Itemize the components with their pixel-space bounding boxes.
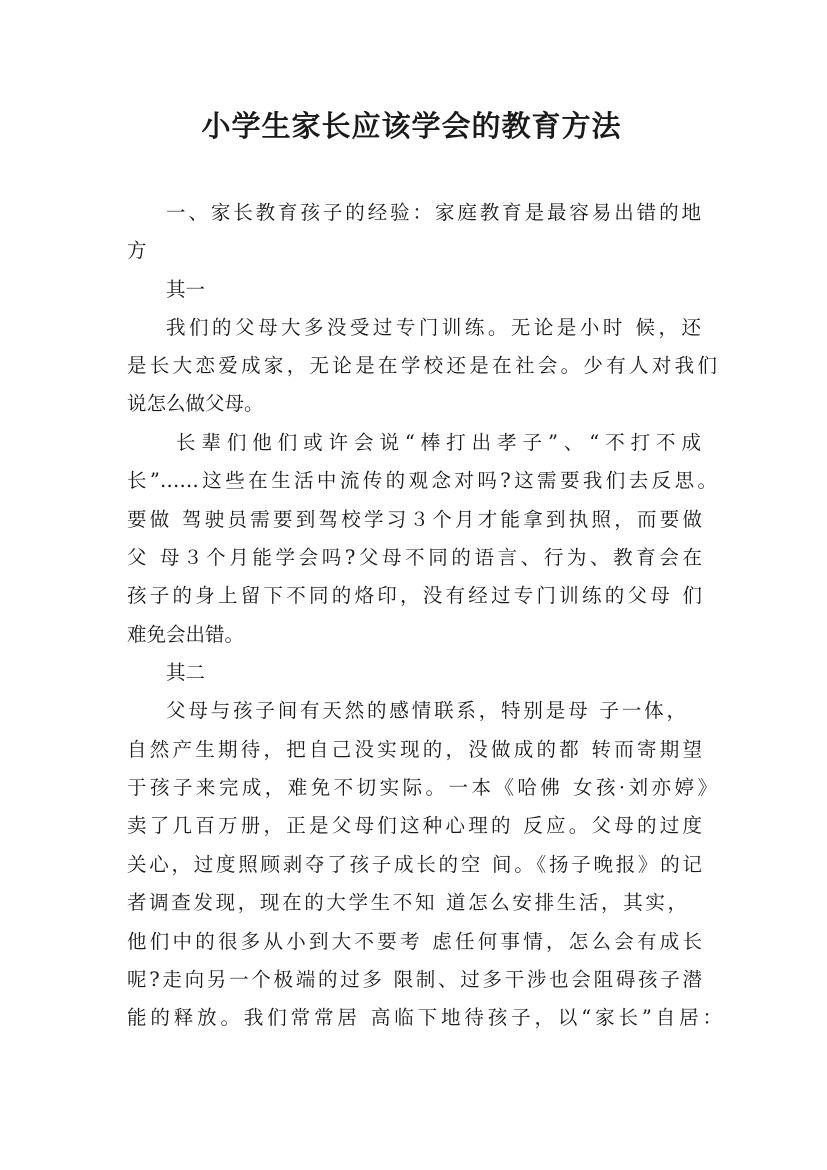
paragraph-line: 我们的父母大多没受过专门训练。无论是小时 候，还 xyxy=(166,316,701,339)
paragraph-line: 是长大恋爱成家，无论是在学校还是在社会。少有人对我们 xyxy=(127,354,717,377)
paragraph-line: 自然产生期待，把自己没实现的，没做成的都 转而寄期望 xyxy=(127,738,702,761)
paragraph-line: 一、家长教育孩子的经验：家庭教育是最容易出错的地 xyxy=(166,201,701,224)
paragraph-line: 呢?走向另一个极端的过多 限制、过多干涉也会阻碍孩子潜 xyxy=(127,968,702,991)
document-title: 小学生家长应该学会的教育方法 xyxy=(201,109,622,143)
paragraph-line: 长”……这些在生活中流传的观念对吗?这需要我们去反思。 xyxy=(127,469,717,492)
paragraph-line: 者调查发现，现在的大学生不知 道怎么安排生活，其实， xyxy=(127,891,687,914)
paragraph-line: 卖了几百万册，正是父母们这种心理的 反应。父母的过度 xyxy=(127,814,702,837)
paragraph-line: 他们中的很多从小到大不要考 虑任何事情，怎么会有成长 xyxy=(127,930,702,953)
paragraph-line: 难免会出错。 xyxy=(127,623,245,646)
paragraph-line: 长辈们他们或许会说“棒打出孝子”、“不打不成 xyxy=(176,431,701,454)
section-heading: 其一 xyxy=(166,278,206,301)
paragraph-line: 说怎么做父母。 xyxy=(127,392,264,415)
paragraph-line: 要做 驾驶员需要到驾校学习３个月才能拿到执照，而要做 xyxy=(127,508,702,531)
paragraph-line: 孩子的身上留下不同的烙印，没有经过专门训练的父母 们 xyxy=(127,584,702,607)
section-heading: 其二 xyxy=(166,661,206,684)
paragraph-line: 方 xyxy=(127,239,147,262)
paragraph-line: 关心，过度照顾剥夺了孩子成长的空 间。《扬子晚报》的记 xyxy=(127,853,702,876)
paragraph-line: 能的释放。我们常常居 高临下地待孩子，以“家长”自居： xyxy=(127,1006,722,1029)
paragraph-line: 父母与孩子间有天然的感情联系，特别是母 子一体， xyxy=(166,699,686,722)
paragraph-line: 父 母３个月能学会吗?父母不同的语言、行为、教育会在 xyxy=(127,546,702,569)
paragraph-line: 于孩子来完成，难免不切实际。一本《哈佛 女孩·刘亦婷》 xyxy=(127,776,717,799)
